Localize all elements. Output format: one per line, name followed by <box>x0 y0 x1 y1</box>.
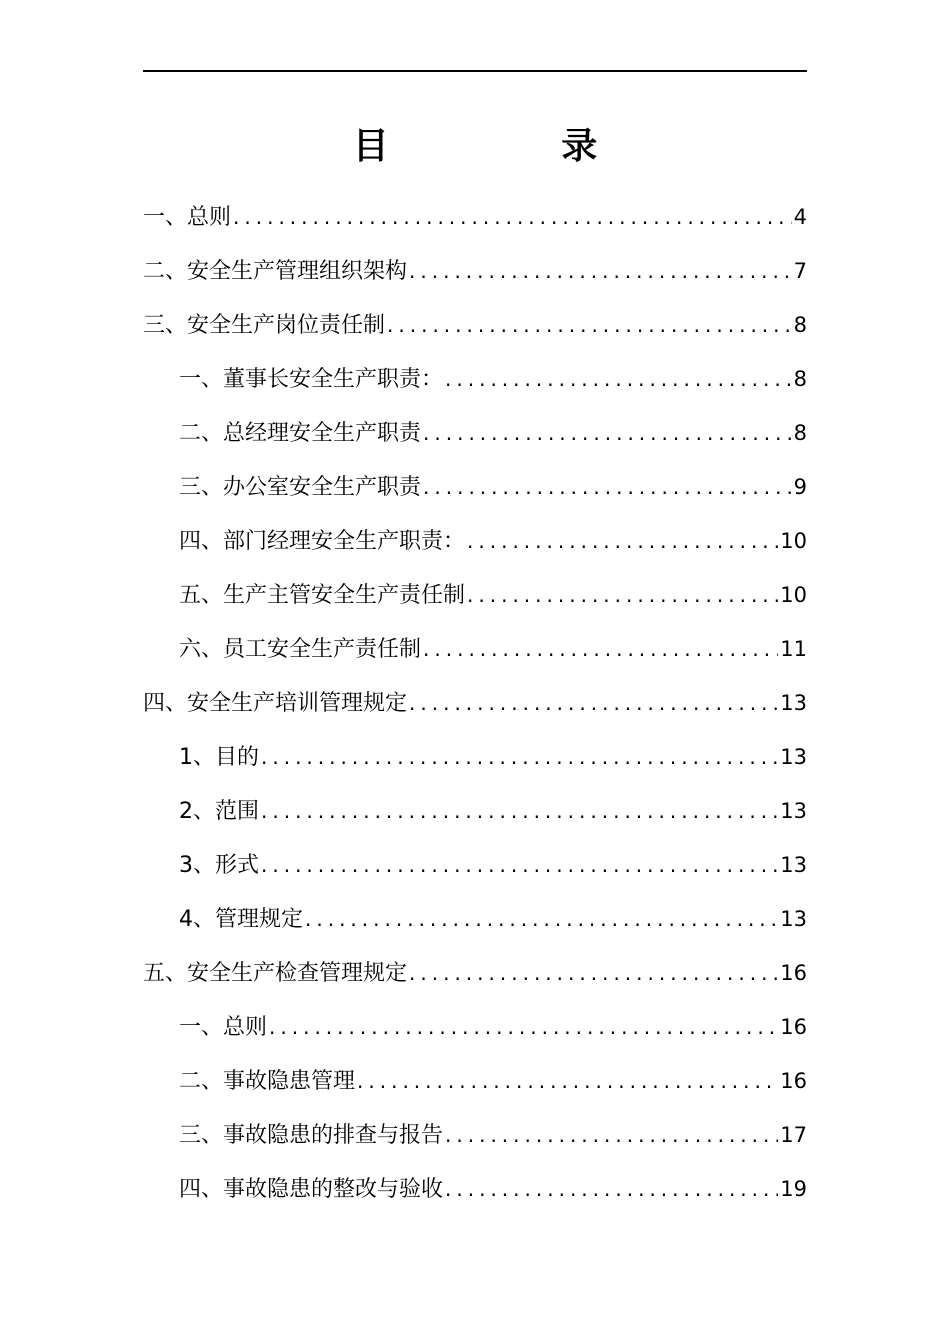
toc-subentry[interactable] <box>143 730 807 784</box>
toc-entry-page: 4 <box>793 205 807 229</box>
toc-entry-page: 17 <box>780 1123 807 1147</box>
toc-entry-label: 三、办公室安全生产职责 <box>179 475 422 500</box>
toc-dot-leader <box>357 1054 778 1108</box>
toc-entry-label: 一、总则 <box>179 1015 268 1040</box>
toc-subentry[interactable] <box>143 352 807 406</box>
toc-entry-label: 二、总经理安全生产职责 <box>179 421 422 446</box>
toc-dot-leader <box>467 568 778 622</box>
toc-entry-page: 8 <box>793 421 807 445</box>
header-rule <box>143 70 807 72</box>
toc-dot-leader <box>423 406 792 460</box>
toc-entry-label: 五、安全生产检查管理规定 <box>143 961 408 986</box>
toc-entry-label: 四、安全生产培训管理规定 <box>143 691 408 716</box>
toc-entry-label: 三、事故隐患的排查与报告 <box>179 1123 444 1148</box>
toc-subentry[interactable] <box>143 892 807 946</box>
toc-entry-label: 一、董事长安全生产职责： <box>179 367 444 392</box>
toc-dot-leader <box>445 1162 778 1216</box>
toc-entry[interactable] <box>143 298 807 352</box>
toc-entry-page: 16 <box>780 961 807 985</box>
toc-subentry[interactable] <box>143 514 807 568</box>
table-of-contents <box>143 190 807 1216</box>
toc-entry-page: 9 <box>793 475 807 499</box>
toc-subentry[interactable] <box>143 838 807 892</box>
toc-entry-label: 3、形式 <box>179 853 259 878</box>
toc-entry-label: 六、员工安全生产责任制 <box>179 637 422 662</box>
toc-entry-label: 1、目的 <box>179 745 259 770</box>
toc-dot-leader <box>261 838 778 892</box>
toc-subentry[interactable] <box>143 622 807 676</box>
page-title: 目 录 <box>352 126 678 167</box>
toc-dot-leader <box>445 352 792 406</box>
toc-subentry[interactable] <box>143 1000 807 1054</box>
toc-entry-page: 10 <box>780 583 807 607</box>
toc-subentry[interactable] <box>143 1162 807 1216</box>
toc-entry-page: 13 <box>780 799 807 823</box>
toc-entry-page: 16 <box>780 1015 807 1039</box>
toc-dot-leader <box>423 460 792 514</box>
toc-subentry[interactable] <box>143 568 807 622</box>
toc-subentry[interactable] <box>143 406 807 460</box>
toc-dot-leader <box>409 946 778 1000</box>
toc-dot-leader <box>261 730 778 784</box>
toc-subentry[interactable] <box>143 1054 807 1108</box>
toc-entry-page: 11 <box>780 637 807 661</box>
toc-dot-leader <box>305 892 778 946</box>
toc-entry-page: 10 <box>780 529 807 553</box>
toc-entry-page: 16 <box>780 1069 807 1093</box>
toc-entry-label: 四、部门经理安全生产职责： <box>179 529 466 554</box>
toc-entry[interactable] <box>143 946 807 1000</box>
toc-entry-label: 2、范围 <box>179 799 259 824</box>
toc-entry-label: 二、安全生产管理组织架构 <box>143 259 408 284</box>
toc-subentry[interactable] <box>143 460 807 514</box>
toc-subentry[interactable] <box>143 784 807 838</box>
toc-entry-page: 13 <box>780 691 807 715</box>
toc-dot-leader <box>409 244 792 298</box>
toc-entry-label: 三、安全生产岗位责任制 <box>143 313 386 338</box>
toc-dot-leader <box>261 784 778 838</box>
toc-entry[interactable] <box>143 190 807 244</box>
toc-entry-page: 13 <box>780 745 807 769</box>
toc-entry-label: 4、管理规定 <box>179 907 303 932</box>
toc-dot-leader <box>467 514 778 568</box>
toc-entry-label: 五、生产主管安全生产责任制 <box>179 583 466 608</box>
toc-entry-label: 四、事故隐患的整改与验收 <box>179 1177 444 1202</box>
toc-entry[interactable] <box>143 676 807 730</box>
toc-dot-leader <box>233 190 792 244</box>
toc-subentry[interactable] <box>143 1108 807 1162</box>
toc-dot-leader <box>423 622 778 676</box>
toc-entry-page: 7 <box>793 259 807 283</box>
toc-entry-page: 8 <box>793 367 807 391</box>
toc-entry-page: 13 <box>780 907 807 931</box>
toc-entry-page: 13 <box>780 853 807 877</box>
toc-entry-label: 一、总则 <box>143 205 232 230</box>
toc-dot-leader <box>387 298 792 352</box>
toc-dot-leader <box>269 1000 778 1054</box>
toc-dot-leader <box>445 1108 778 1162</box>
toc-dot-leader <box>409 676 778 730</box>
toc-entry-label: 二、事故隐患管理 <box>179 1069 356 1094</box>
toc-entry-page: 19 <box>780 1177 807 1201</box>
toc-entry[interactable] <box>143 244 807 298</box>
toc-entry-page: 8 <box>793 313 807 337</box>
